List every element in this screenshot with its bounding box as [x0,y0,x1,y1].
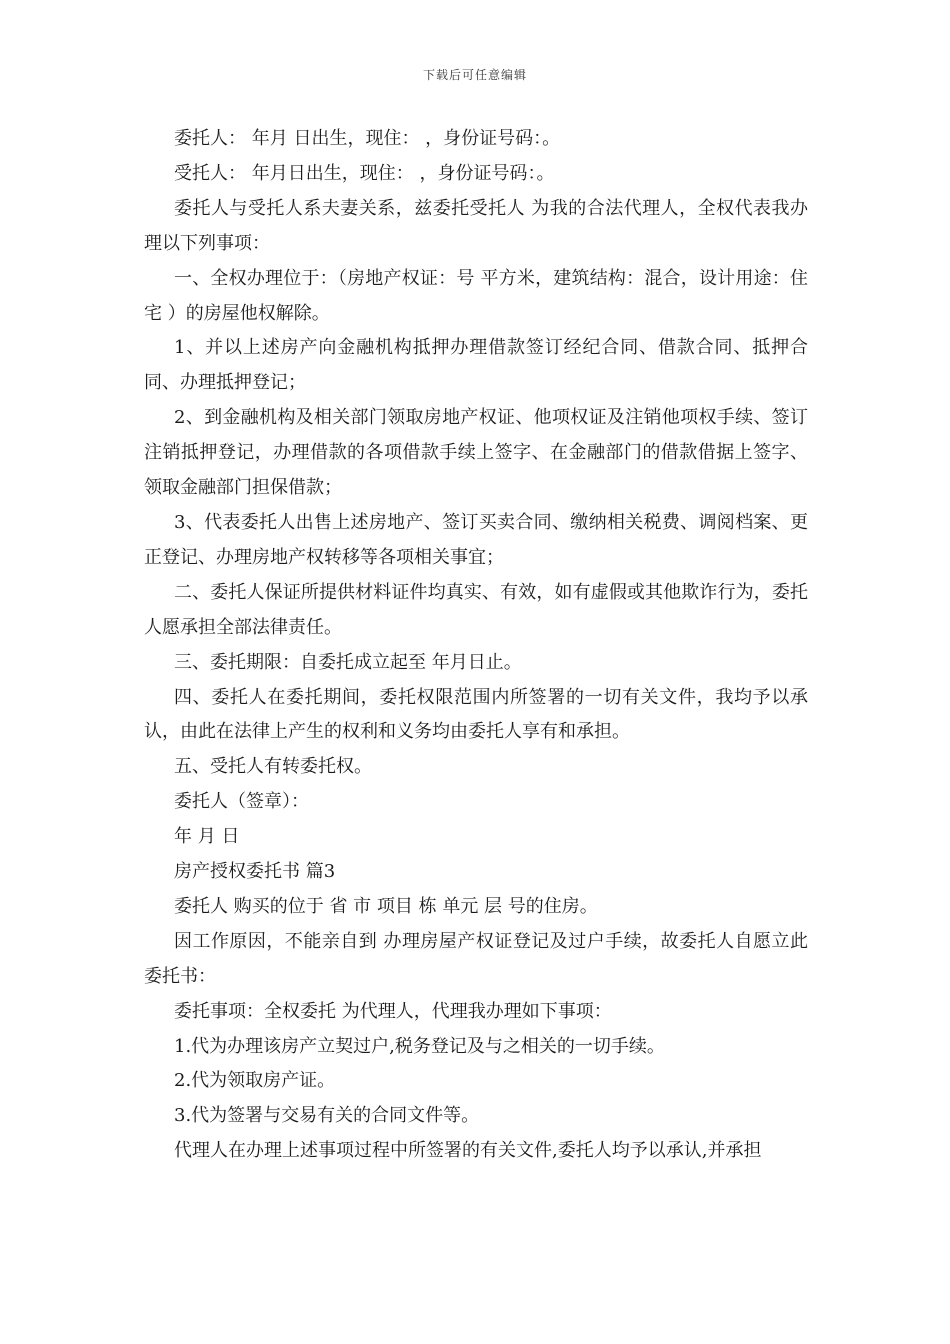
paragraph: 1、并以上述房产向金融机构抵押办理借款签订经纪合同、借款合同、抵押合同、办理抵押登记； [144,337,808,394]
page-header: 下载后可任意编辑 [422,68,527,82]
paragraph: 委托人： 年月 日出生，现住： ，身份证号码：。 [174,128,561,149]
paragraph: 五、受托人有转委托权。 [174,756,372,778]
paragraph: 1.代为办理该房产立契过户,税务登记及与之相关的一切手续。 [174,1035,665,1057]
paragraph: 2、到金融机构及相关部门领取房地产权证、他项权证及注销他项权手续、签订注销抵押登记，办理借款的各项借款手续上签字、在金融部门的借款借据上签字、领取金融部门担保借款； [144,407,808,499]
paragraph: 3.代为签署与交易有关的合同文件等。 [174,1105,480,1127]
paragraph: 四、委托人在委托期间，委托权限范围内所签署的一切有关文件，我均予以承认，由此在法律上产生的权利和义务均由委托人享有和承担。 [144,686,808,743]
paragraph: 委托人（签章）： [174,791,309,813]
document-body [144,122,808,1169]
paragraph: 委托人与受托人系夫妻关系，兹委托受托人 为我的合法代理人，全权代表我办理以下列事项： [144,197,808,254]
paragraph: 三、委托期限：自委托成立起至 年月日止。 [174,651,522,673]
paragraph: 2.代为领取房产证。 [174,1070,336,1092]
paragraph: 一、全权办理位于：（房地产权证：号 平方米，建筑结构：混合，设计用途：住宅 ）的房屋他权解除。 [144,267,808,324]
paragraph: 委托人 购买的位于 省 市 项目 栋 单元 层 号的住房。 [174,895,598,917]
paragraph: 受托人： 年月日出生，现住： ，身份证号码：。 [174,162,555,184]
paragraph: 因工作原因，不能亲自到 办理房屋产权证登记及过户手续，故委托人自愿立此委托书： [144,930,808,987]
section-title: 房产授权委托书 篇3 [174,861,336,883]
paragraph: 3、代表委托人出售上述房地产、签订买卖合同、缴纳相关税费、调阅档案、更正登记、办理房地产权转移等各项相关事宜； [144,511,808,568]
paragraph: 委托事项：全权委托 为代理人，代理我办理如下事项： [174,1000,612,1022]
paragraph: 年 月 日 [174,826,240,848]
paragraph: 二、委托人保证所提供材料证件均真实、有效，如有虚假或其他欺诈行为，委托人愿承担全部法律责任。 [144,581,808,638]
paragraph: 代理人在办理上述事项过程中所签署的有关文件,委托人均予以承认,并承担 [174,1140,762,1162]
